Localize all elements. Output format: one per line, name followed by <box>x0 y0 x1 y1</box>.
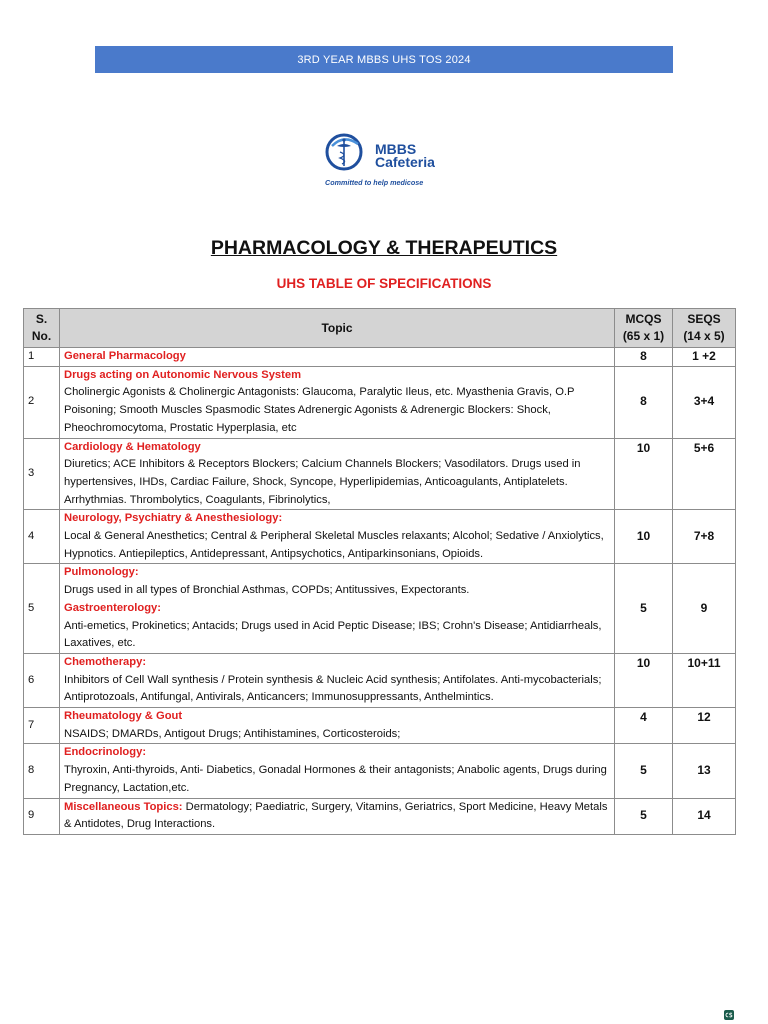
mcqs-count: 10 <box>615 653 673 707</box>
seqs-numbers: 9 <box>673 564 736 654</box>
topic-cell <box>60 708 615 744</box>
seqs-numbers: 12 <box>673 708 736 744</box>
logo-word-2: Cafeteria <box>375 154 435 170</box>
sno-header-line2: No. <box>31 329 52 343</box>
camscanner-logo <box>724 1010 734 1020</box>
row-number: 1 <box>24 348 60 367</box>
caduceus-icon <box>324 130 368 176</box>
table-header-row <box>24 309 736 348</box>
row-number: 3 <box>24 438 60 510</box>
topic-cell <box>60 348 615 367</box>
seqs-numbers: 13 <box>673 744 736 798</box>
seqs-numbers: 14 <box>673 798 736 834</box>
page-subtitle: UHS TABLE OF SPECIFICATIONS <box>276 276 492 291</box>
row-number: 6 <box>24 653 60 707</box>
banner-text: 3RD YEAR MBBS UHS TOS 2024 <box>297 53 471 66</box>
seqs-numbers: 7+8 <box>673 510 736 564</box>
mcqs-count: 8 <box>615 348 673 367</box>
logo-word-1: MBBS <box>375 141 417 157</box>
seqs-numbers: 5+6 <box>673 438 736 510</box>
row-number: 5 <box>24 564 60 654</box>
mcqs-count: 5 <box>615 564 673 654</box>
section-title: Neurology, Psychiatry & Anesthesiology: <box>64 512 283 525</box>
header-banner <box>95 46 673 73</box>
table-row <box>24 438 736 510</box>
topic-cell <box>60 438 615 510</box>
section-title: Miscellaneous Topics: <box>64 800 183 813</box>
mcqs-header-line1: MCQS <box>625 312 662 326</box>
table-body <box>24 348 736 835</box>
topic-paragraph <box>64 799 610 834</box>
mcqs-header <box>615 309 673 348</box>
topic-cell <box>60 564 615 654</box>
section-title: Endocrinology: <box>64 746 147 759</box>
mcqs-count: 5 <box>615 744 673 798</box>
section-text: Diuretics; ACE Inhibitors & Receptors Blockers; Calcium Channels Blockers; Vasodilators. Drugs used in hypertensives, IHDs, Cardiac Failure, Shock, Syncope, Hyperlipidemias, Anticoagulants, Antiplatelets. Arrhythmias. Thrombolytics, Coagulants, Fibrinolytics, <box>64 458 581 506</box>
seqs-numbers: 1 +2 <box>673 348 736 367</box>
mcqs-count: 4 <box>615 708 673 744</box>
section-text: NSAIDS; DMARDs, Antigout Drugs; Antihistamines, Corticosteroids; <box>64 727 401 740</box>
seqs-numbers: 10+11 <box>673 653 736 707</box>
row-number: 9 <box>24 798 60 834</box>
page-title: PHARMACOLOGY & THERAPEUTICS <box>210 237 558 259</box>
section-text: Anti-emetics, Prokinetics; Antacids; Drugs used in Acid Peptic Disease; IBS; Crohn's Disease; Antidiarrheals, Laxatives, etc. <box>64 619 602 650</box>
mcqs-count: 8 <box>615 366 673 438</box>
topic-cell <box>60 798 615 834</box>
cs-logo-mark <box>725 1012 733 1018</box>
section-title: Chemotherapy: <box>64 655 147 668</box>
table-row <box>24 708 736 744</box>
table-row <box>24 798 736 834</box>
section-text: Cholinergic Agonists & Cholinergic Antagonists: Glaucoma, Paralytic Ileus, etc. Myasthenia Gravis, O.P Poisoning; Smooth Muscles Spasmodic States Adrenergic Agonists & Adrenergic Blockers: Shock, Pheochromocytoma, Prostatic Hyperplasia, etc <box>64 386 575 434</box>
topic-cell <box>60 653 615 707</box>
mcqs-count: 10 <box>615 438 673 510</box>
seqs-numbers: 3+4 <box>673 366 736 438</box>
section-text: Local & General Anesthetics; Central & Peripheral Skeletal Muscles relaxants; Alcohol; Sedative / Anxiolytics, Hypnotics. Antiepileptics, Antidepressant, Antipsychotics, Antiparkinsonians, Opioids. <box>64 530 604 560</box>
seqs-header-line1: SEQS <box>687 312 721 326</box>
row-number: 2 <box>24 366 60 438</box>
mcqs-count: 10 <box>615 510 673 564</box>
section-text: Thyroxin, Anti-thyroids, Anti- Diabetics, Gonadal Hormones & their antagonists; Anabolic agents, Drugs during Pregnancy, Lactation,etc. <box>64 764 607 794</box>
section-text: Drugs used in all types of Bronchial Asthmas, COPDs; Antitussives, Expectorants. <box>64 584 470 597</box>
section-text: Dermatology; Paediatric, Surgery, Vitamins, Geriatrics, Sport Medicine, Heavy Metals & Antidotes, Drug Interactions. <box>64 800 608 831</box>
table-row <box>24 366 736 438</box>
topic-header: Topic <box>60 309 615 348</box>
row-number: 4 <box>24 510 60 564</box>
logo-tagline: Committed to help medicose <box>325 178 424 187</box>
sno-header-line1: S. <box>35 312 48 326</box>
section-text: Inhibitors of Cell Wall synthesis / Protein synthesis & Nucleic Acid synthesis; Antifolates. Anti-mycobacterials; Antiprotozoals, Antifungal, Antivirals, Anticancers; Immunosuppressants, Anthelmintics. <box>64 673 602 704</box>
row-number: 8 <box>24 744 60 798</box>
mcqs-header-line2: (65 x 1) <box>622 329 665 343</box>
table-row <box>24 348 736 367</box>
topic-cell <box>60 510 615 564</box>
topic-cell <box>60 744 615 798</box>
specifications-table <box>23 308 736 835</box>
mbbs-cafeteria-logo <box>318 130 458 192</box>
section-title: Pulmonology: <box>64 566 139 579</box>
section-title: Rheumatology & Gout <box>64 710 183 723</box>
topic-cell <box>60 366 615 438</box>
table-row <box>24 510 736 564</box>
section-title: General Pharmacology <box>64 350 186 362</box>
table-row <box>24 744 736 798</box>
section-title: Cardiology & Hematology <box>64 440 201 453</box>
seqs-header <box>673 309 736 348</box>
section-title: Gastroenterology: <box>64 601 161 614</box>
mcqs-count: 5 <box>615 798 673 834</box>
row-number: 7 <box>24 708 60 744</box>
table-row <box>24 564 736 654</box>
seqs-header-line2: (14 x 5) <box>683 329 725 343</box>
section-title: Drugs acting on Autonomic Nervous System <box>64 368 302 381</box>
table-row <box>24 653 736 707</box>
sno-header <box>24 309 60 348</box>
